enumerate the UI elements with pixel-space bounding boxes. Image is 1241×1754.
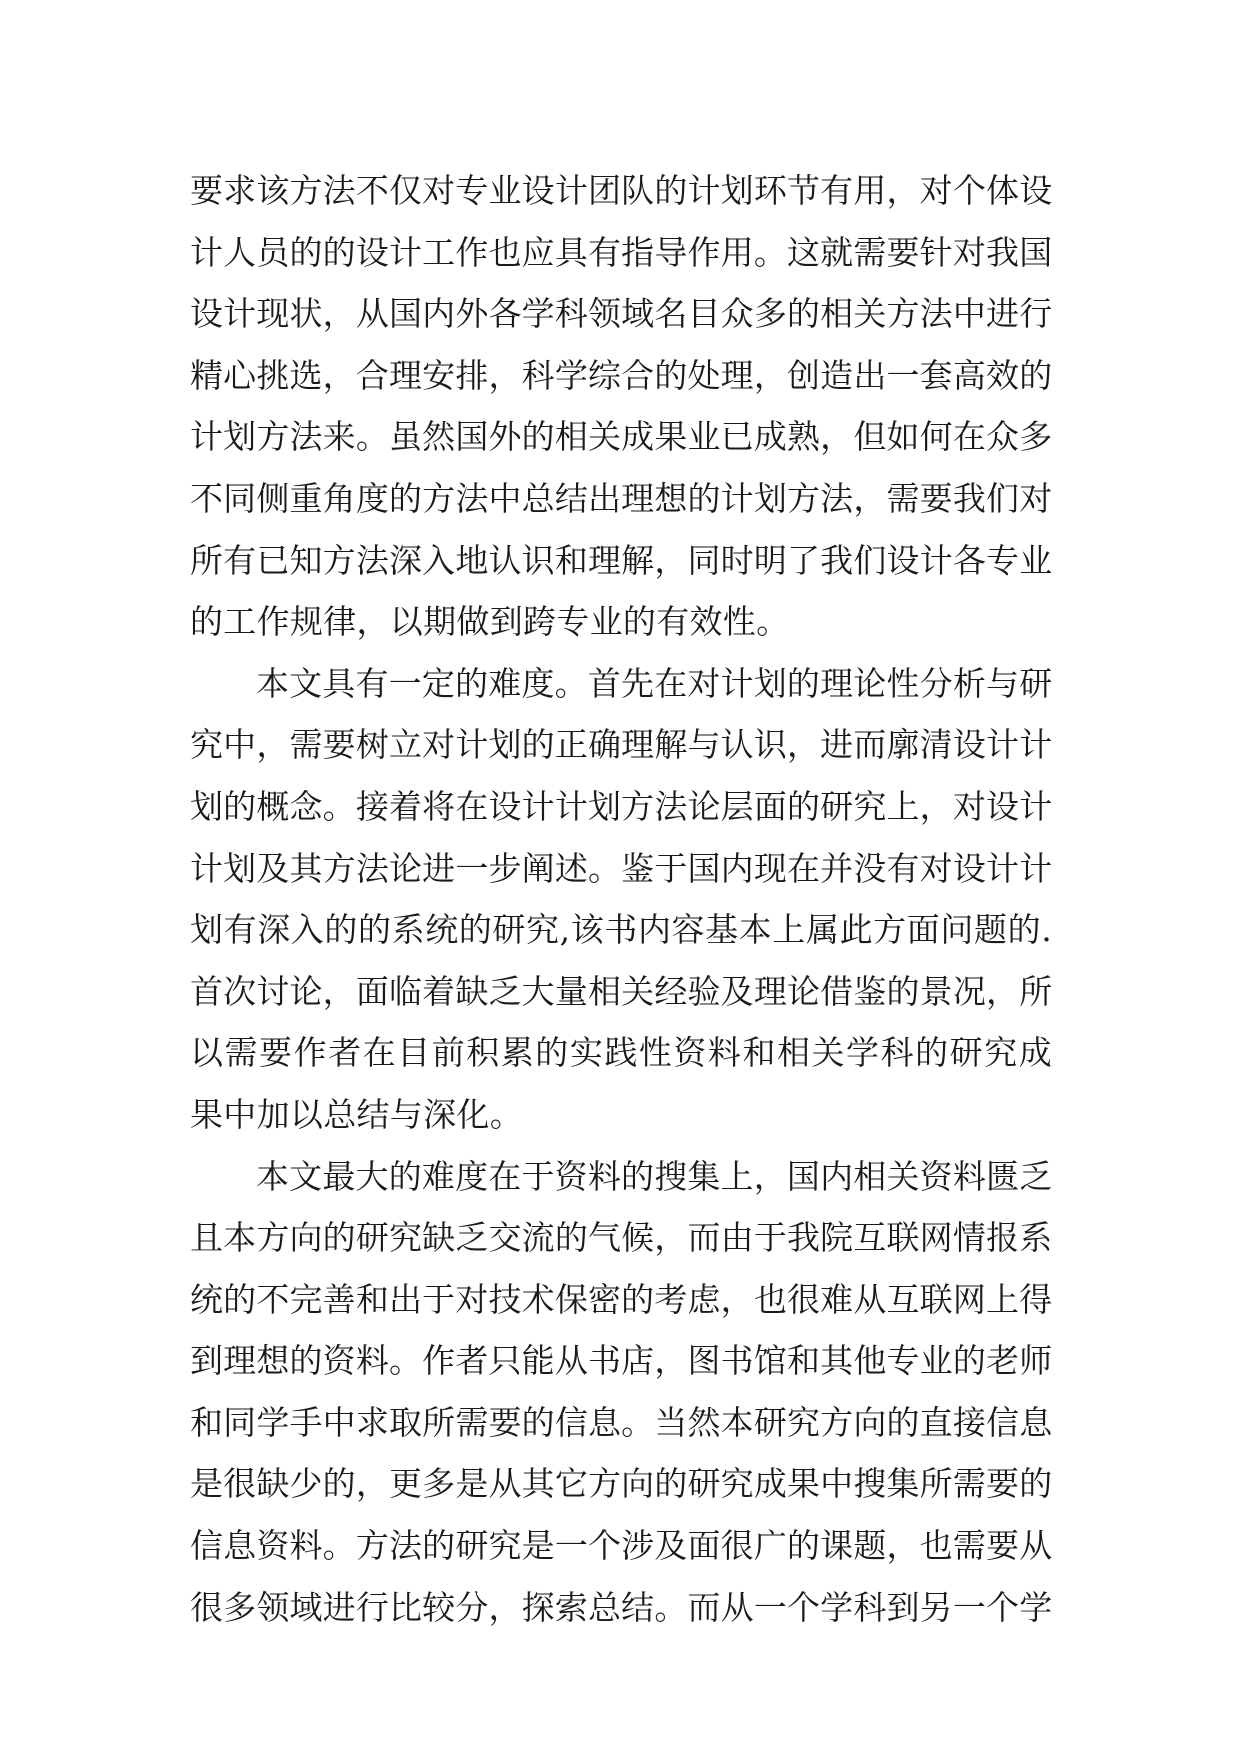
text-line: 计划方法来。虽然国外的相关成果业已成熟，但如何在众多	[190, 417, 1052, 457]
text-line: 划的概念。接着将在设计计划方法论层面的研究上，对设计	[190, 786, 1052, 826]
text-line: 本文最大的难度在于资料的搜集上，国内相关资料匮乏	[256, 1156, 1052, 1196]
text-line: 很多领域进行比较分，探索总结。而从一个学科到另一个学	[190, 1587, 1052, 1627]
text-line: 信息资料。方法的研究是一个涉及面很广的课题，也需要从	[190, 1526, 1052, 1566]
text-line: 设计现状，从国内外各学科领域名目众多的相关方法中进行	[190, 294, 1052, 334]
text-line: 不同侧重角度的方法中总结出理想的计划方法，需要我们对	[190, 478, 1052, 518]
text-line: 划有深入的的系统的研究,该书内容基本上属此方面问题的.	[190, 910, 1052, 950]
text-line: 精心挑选，合理安排，科学综合的处理，创造出一套高效的	[190, 355, 1052, 395]
text-line: 计划及其方法论进一步阐述。鉴于国内现在并没有对设计计	[190, 848, 1052, 888]
text-line: 且本方向的研究缺乏交流的气候，而由于我院互联网情报系	[190, 1218, 1052, 1258]
text-line: 到理想的资料。作者只能从书店，图书馆和其他专业的老师	[190, 1341, 1052, 1381]
text-line: 的工作规律，以期做到跨专业的有效性。	[190, 602, 790, 642]
text-line: 计人员的的设计工作也应具有指导作用。这就需要针对我国	[190, 232, 1052, 272]
text-line: 果中加以总结与深化。	[190, 1094, 523, 1134]
body-text	[190, 160, 1052, 1638]
text-line: 是很缺少的，更多是从其它方向的研究成果中搜集所需要的	[190, 1464, 1052, 1504]
text-line: 首次讨论，面临着缺乏大量相关经验及理论借鉴的景况，所	[190, 971, 1052, 1011]
text-line: 所有已知方法深入地认识和理解，同时明了我们设计各专业	[190, 540, 1052, 580]
text-line: 本文具有一定的难度。首先在对计划的理论性分析与研	[256, 663, 1052, 703]
text-line: 要求该方法不仅对专业设计团队的计划环节有用，对个体设	[190, 171, 1052, 210]
text-line: 究中，需要树立对计划的正确理解与认识，进而廓清设计计	[190, 725, 1052, 765]
text-line: 统的不完善和出于对技术保密的考虑，也很难从互联网上得	[190, 1279, 1052, 1319]
text-line: 和同学手中求取所需要的信息。当然本研究方向的直接信息	[190, 1402, 1052, 1442]
text-line: 以需要作者在目前积累的实践性资料和相关学科的研究成	[190, 1033, 1052, 1073]
